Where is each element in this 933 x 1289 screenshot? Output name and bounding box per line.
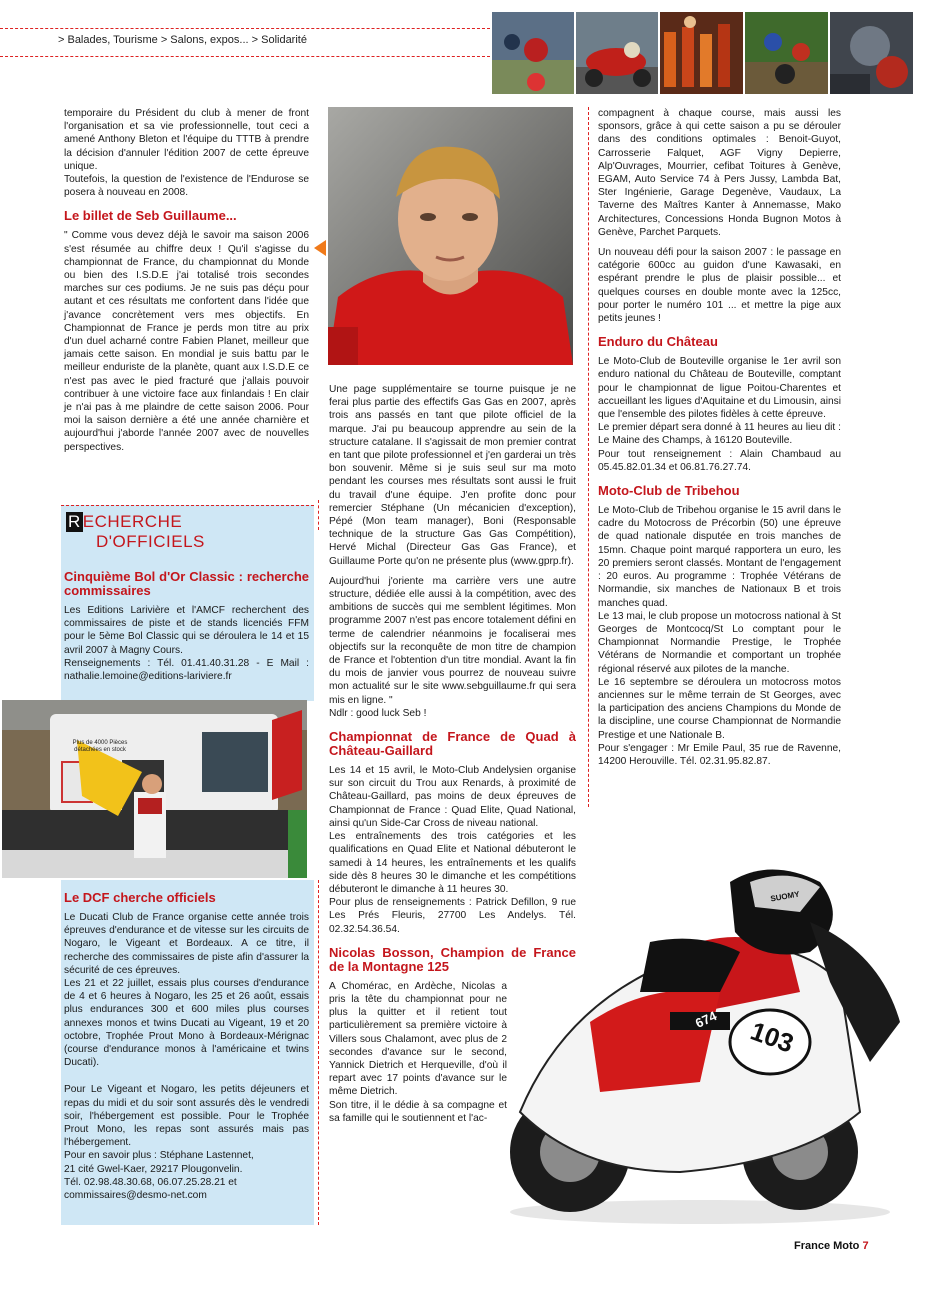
- recherche-content: [64, 570, 309, 683]
- tribehou-paragraph-3: Le 16 septembre se déroulera un motocross motos anciennes sur le même terrain de St Georges, avec la participation des anciens Champions du Monde de la discipline, une course Championnat de Normandie Prestige et une Nationale B.: [598, 676, 841, 741]
- dcf-content: [64, 887, 309, 1202]
- header-rule-bottom: [0, 56, 490, 57]
- racing-bike-photo: [500, 862, 920, 1227]
- recherche-title-line2: D'OFFICIELS: [96, 532, 205, 551]
- thumb-photo-1: [492, 12, 574, 94]
- column-divider-left: [318, 880, 319, 1225]
- bike-race-number: 103: [746, 1015, 798, 1059]
- dcf-contact-line-4: commissaires@desmo-net.com: [64, 1190, 207, 1202]
- portrait-photo-image: [328, 107, 573, 365]
- dcf-heading: Le DCF cherche officiels: [64, 890, 216, 905]
- new-challenge-paragraph: Un nouveau défi pour la saison 2007 : le passage en catégorie 600cc au guidon d'une Kawasaki, en espérant prendre le plus de plaisir possible... et quelques courses en double monte avec la 125cc, pour porter le numéro 101 ... et mettre la pige aux petits jeunes !: [598, 247, 841, 325]
- magazine-name: France Moto: [794, 1240, 860, 1252]
- thumb-photo-2: [576, 12, 658, 94]
- thumb-photo-1-image: [492, 12, 574, 94]
- breadcrumb: > Balades, Tourisme > Salons, expos... > Solidarité: [58, 34, 307, 46]
- tribehou-heading: Moto-Club de Tribehou: [598, 483, 740, 499]
- tribehou-paragraph-1: Le Moto-Club de Tribehou organise le 15 avril dans le cadre du Motocross de Précorbin (50) une épreuve de quad nationale disputée en trois manches de 15mn. Chaque point marqué rapportera un euro, les 20 premiers seront classés. Montant de l'engagement : 20 euros. Au programme : Trophée Vétérans de Normandie, six manches de Nationaux B et trois manches quad.: [598, 505, 841, 609]
- seb-text: " Comme vous devez déjà le savoir ma saison 2006 s'est résumée au chiffre deux ! Qu'il s'agisse du championnat de France, du championnat du Monde ou bien des I.S.D.E j'ai totalisé trois secondes marches sur ces podiums. Je ne suis pas déçu pour autant et ces résultats me confortent dans l'idée que j'avance concrètement vers mes objectifs. En Championnat de France je perds mon titre au prix d'un duel acharné contre Fabien Planet, meilleur que jamais cette saison. En mondial je suis battu par le meilleur enduriste de la planète, quant aux I.S.D.E ce n'est pas avec le pied fracturé que j'allais pouvoir contribuer à une victoire face aux finlandais ! En clair je n'ai pas à me plaindre de cette saison 2006. Pour moi la saison dernière a été une année charnière et aujourd'hui j'aborde l'année 2007 avec de nouvelles perspectives.: [64, 230, 309, 453]
- portrait-photo: [328, 107, 573, 365]
- bol-dor-heading: Cinquième Bol d'Or Classic : recherche commissaires: [64, 569, 309, 598]
- quad-heading: Championnat de France de Quad à Château-Gaillard: [329, 729, 576, 759]
- bosson-text-2: Son titre, il le dédie à sa compagne et sa famille qui le soutiennent et l'ac-: [329, 1099, 507, 1124]
- quad-paragraph-2: Les entraînements des trois catégories et les qualifications en Quad Elite et National débuteront le samedi à 14 heures, les entraînements et les qualifs side dès 8 heures 30 le dimanche et les compétitions débuteront le dimanche à 11 heures 30.: [329, 831, 576, 895]
- bike-fairing-number: 674: [692, 1008, 719, 1031]
- quad-paragraph-3: Pour plus de renseignements : Patrick Defillon, 9 rue Les Prés Fleuris, 27700 Les Andelys. Tél. 02.32.54.36.54.: [329, 897, 576, 935]
- seb-ndlr: Ndlr : good luck Seb !: [329, 707, 427, 719]
- bosson-heading: Nicolas Bosson, Champion de France de la Montagne 125: [329, 944, 576, 974]
- endurose-paragraph-2: Toutefois, la question de l'existence de l'Endurose se posera à nouveau en 2008.: [64, 174, 309, 199]
- recherche-divider: [318, 500, 319, 530]
- header-rule-top: [0, 28, 490, 29]
- thumb-photo-4: [745, 12, 828, 94]
- thumb-photo-3: [660, 12, 743, 94]
- tribehou-paragraph-4: Pour s'engager : Mr Emile Paul, 35 rue de Ravenne, 14200 Herouville. Tél. 02.31.95.82.87.: [598, 742, 841, 767]
- recherche-title: [66, 512, 306, 552]
- right-column: [598, 107, 841, 768]
- dcf-contact-line-1: Pour en savoir plus : Stéphane Lastennet,: [64, 1150, 254, 1162]
- seb-continued-1: Une page supplémentaire se tourne puisque je ne ferai plus partie des effectifs Gas Gas en 2007, après trois ans passés en tant que pilote officiel de la marque. J'ai pu beaucoup apprendre au sein de la structure catalane. Il s'agissait de mon premier contrat en tant que pilote professionnel et j'en garderai un très bon souvenir. Même si je suis seul sur ma moto pendant les courses mes résultats sont aussi le fruit du travail d'une équipe. J'en profite donc pour remercier Stéphane (Un mécanicien d'exception), Pépé (Mon team manager), Boni (Responsable technique de la structure Gas Gas Compétition), Hervé Michal (Directeur Gas Gas France), et Guillaume Porte qu'on ne présente plus (www.gprp.fr).: [329, 384, 576, 567]
- recherche-title-line1: ECHERCHE: [82, 512, 183, 531]
- enduro-paragraph-1: Le Moto-Club de Bouteville organise le 1er avril son enduro national du Château de Bouteville, comptant pour le championnat de ligue Poitou-Charentes et accueillant les ligues d'Aquitaine et du Limousin, ainsi que l'ensemble des pilotes fidèles à cette épreuve.: [598, 356, 841, 421]
- tribehou-paragraph-2: Le 13 mai, le club propose un motocross national à St Georges de Montcocq/St Lo comptant pour le Championnat Normandie Prestige, le Trophée Vétérans de Normandie et comportant un trophée régional réservé aux pilotes de la manche.: [598, 610, 841, 675]
- sponsors-paragraph: compagnent à chaque course, mais aussi les sponsors, grâce à qui cette saison a pu se dérouler dans des conditions optimales : Benoit-Guyot, Carrosserie Falquet, AGF Vigny Depierre, Alp'Ouvrages, Mourrier, cefibat Toitures à Genève, EGAM, Auto Service 74 à Pers Jussy, Lambda Bat, Ster Ingénierie, Garage Degenève, Vaudaux, La Taverne des Maîtres Kanter à Annemasse, Mako Architectures, Concessions Honda Bugnon Motos à Genève, Parchet Parquets.: [598, 108, 841, 238]
- dcf-paragraph-2: Les 21 et 22 juillet, essais plus courses d'endurance de 4 et 6 heures à Nogaro, les 25 et 26 août, essais plus endurances 300 et 600 miles plus courses annexes monos et twins Ducati au Vigeant, 19 et 20 octobre, Trophée Prout Mono à Bordeaux-Mérignac (course d'endurance monos à l'américaine et twins Ducati).: [64, 978, 309, 1069]
- dcf-contact-line-3: Tél. 02.98.48.30.68, 06.07.25.28.21 et: [64, 1176, 237, 1188]
- enduro-paragraph-3: Pour tout renseignement : Alain Chambaud au 05.45.82.01.34 et 06.81.76.27.74.: [598, 448, 841, 473]
- thumb-photo-2-image: [576, 12, 658, 94]
- bosson-text: A Chomérac, en Ardèche, Nicolas a pris la tête du championnat pour ne plus la quitter et il retient tout particulièrement sa première victoire à Villers sous Chalamont, avec plus de 2 secondes d'avance sur le second, Yannick Dietrich et Herqueville, d'où il repart avec 17 points d'avance sur le même Dietrich.: [329, 980, 507, 1098]
- dcf-contact: [64, 1149, 309, 1202]
- dcf-contact-line-2: 21 cité Gwel-Kaer, 29217 Plougonvelin.: [64, 1163, 243, 1175]
- thumb-photo-3-image: [660, 12, 743, 94]
- pointer-arrow-icon: [314, 240, 326, 256]
- quad-paragraph-1: Les 14 et 15 avril, le Moto-Club Andelysien organise sur son circuit du Trou aux Renards, à proximité de Château-Gaillard, pas moins de deux épreuves de Championnat de France : Quad Elite, Quad National, ainsi qu'un Side-Car Cross de niveau national.: [329, 765, 576, 829]
- truck-sign-text: Plus de 4000 Pièces détachées en stock: [72, 740, 128, 753]
- enduro-heading: Enduro du Château: [598, 334, 718, 350]
- dcf-paragraph-1: Le Ducati Club de France organise cette année trois épreuves d'endurance et de vitesse sur les circuits de Nogaro, le Vigeant et Bordeaux. A ce titre, il recherche des commissaires de piste afin d'assurer la sécurité de ces épreuves.: [64, 912, 309, 976]
- page-footer: [794, 1240, 869, 1252]
- page-number: 7: [862, 1240, 869, 1252]
- seb-continued-2: Aujourd'hui j'oriente ma carrière vers une autre structure, dédiée elle aussi à la compétition, avec des ambitions de succès qui me semblent légitimes. Mon programme 2007 n'est pas encore totalement défini en terme de calendrier néanmoins je focaliserai mes objectifs sur la reconquête de mon titre de champion de France et l'obtention d'un titre mondial. Avant la fin du mois de janvier vous pourrez de nouveau suivre mon actualité sur le site www.sebguillaume.fr qui sera mis en ligne. ": [329, 575, 576, 706]
- flag-marshal-image: [2, 700, 307, 878]
- seb-heading: Le billet de Seb Guillaume...: [64, 208, 237, 224]
- helmet-brand: SUOMY: [769, 889, 801, 904]
- thumb-photo-5-image: [830, 12, 913, 94]
- enduro-paragraph-2: Le premier départ sera donné à 11 heures au lieu dit : Le Maine des Champs, à 16120 Bouteville.: [598, 422, 841, 447]
- flag-marshal-photo: [2, 700, 307, 878]
- racing-bike-image: [500, 862, 920, 1227]
- thumb-photo-5: [830, 12, 913, 94]
- thumb-photo-4-image: [745, 12, 828, 94]
- bol-dor-contact: Renseignements : Tél. 01.41.40.31.28 - E Mail : nathalie.lemoine@editions-lariviere.fr: [64, 657, 309, 683]
- left-column-top: [64, 107, 309, 454]
- endurose-paragraph-1: temporaire du Président du club à mener de front l'organisation et sa vie professionnelle, tout ceci a amené Anthony Bleton et l'équipe du TTTB à prendre la décision d'annuler l'édition 2007 de cette épreuve unique.: [64, 108, 309, 172]
- column-divider-right: [588, 107, 589, 807]
- dcf-paragraph-3: Pour Le Vigeant et Nogaro, les petits déjeuners et repas du midi et du soir sont assurés dès le vendredi soir, l'hébergement est possible. Pour le Trophée Prout Mono, les repas sont assurés mais pas l'hébergement.: [64, 1084, 309, 1149]
- recherche-initial: R: [68, 512, 81, 531]
- bol-dor-text: Les Editions Larivière et l'AMCF recherchent des commissaires de piste et de stands licenciés FFM pour le 5ème Bol Classic qui se déroulera le 14 et 15 avril 2007 à Magny Cours.: [64, 605, 309, 656]
